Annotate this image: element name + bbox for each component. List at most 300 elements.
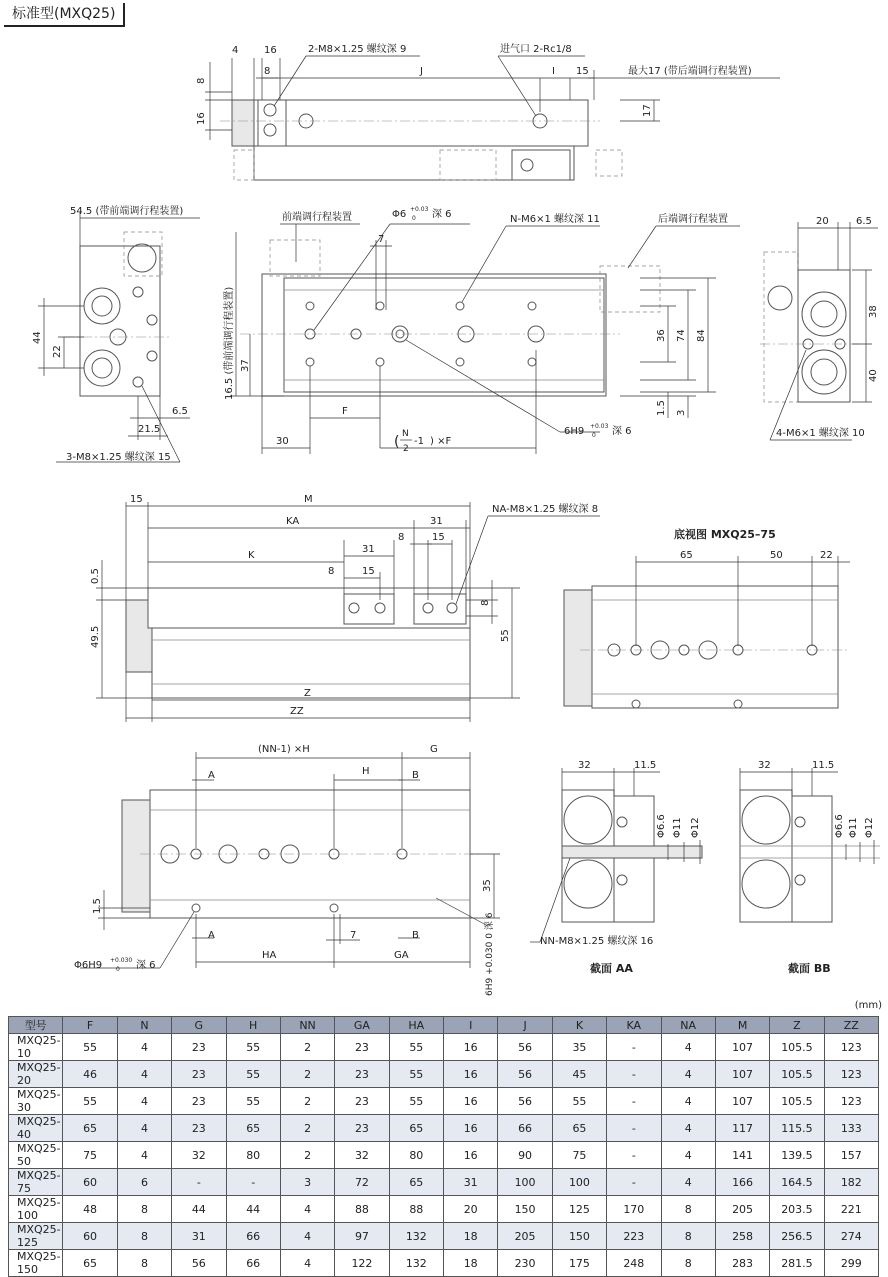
table-cell: 55 — [226, 1088, 280, 1115]
stopper-outline-right — [596, 150, 622, 176]
dim-text: 8 — [328, 566, 335, 577]
phi-text: Φ6 — [392, 209, 407, 220]
front-stopper-outline — [270, 240, 320, 276]
table-cell: 23 — [335, 1034, 389, 1061]
table-cell: 31 — [172, 1223, 226, 1250]
table-cell: 55 — [389, 1034, 443, 1061]
dim-text: 6.5 — [172, 406, 188, 417]
table-cell: 16 — [444, 1034, 498, 1061]
table-cell: 16 — [444, 1088, 498, 1115]
leader-line — [274, 56, 306, 106]
table-cell: 123 — [824, 1034, 878, 1061]
dim-text: 16 — [196, 112, 207, 125]
table-cell: 125 — [552, 1196, 606, 1223]
table-cell: 80 — [226, 1142, 280, 1169]
table-cell: 55 — [63, 1088, 117, 1115]
table-cell: 23 — [172, 1034, 226, 1061]
table-cell: 44 — [172, 1196, 226, 1223]
section-label: A — [208, 930, 215, 941]
table-cell: 23 — [172, 1088, 226, 1115]
table-cell: 20 — [444, 1196, 498, 1223]
table-cell: 65 — [389, 1115, 443, 1142]
tol-text: +0.03 — [590, 423, 609, 430]
table-cell: 8 — [117, 1223, 171, 1250]
table-cell: 66 — [226, 1250, 280, 1277]
table-cell: 65 — [389, 1169, 443, 1196]
table-cell: 139.5 — [770, 1142, 824, 1169]
table-header-cell: Z — [770, 1017, 824, 1034]
table-cell: MXQ25- 30 — [9, 1088, 63, 1115]
dim-text: M — [304, 494, 313, 505]
table-cell: MXQ25-125 — [9, 1223, 63, 1250]
table-cell: 55 — [226, 1061, 280, 1088]
note-text: 进气口 2-Rc1/8 — [500, 44, 572, 55]
front-view — [32, 204, 200, 463]
table-cell: 122 — [335, 1250, 389, 1277]
table-cell: 170 — [607, 1196, 661, 1223]
table-header-cell: F — [63, 1017, 117, 1034]
table-cell: 132 — [389, 1223, 443, 1250]
hole-block — [344, 594, 394, 624]
table-cell: 4 — [117, 1088, 171, 1115]
table-header-cell: GA — [335, 1017, 389, 1034]
unit-label: (mm) — [854, 1000, 882, 1011]
table-cell: 80 — [389, 1142, 443, 1169]
table-cell: - — [607, 1142, 661, 1169]
table-cell: 45 — [552, 1061, 606, 1088]
table-cell: 60 — [63, 1169, 117, 1196]
formula-2: 2 — [403, 444, 409, 454]
table-header-cell: M — [715, 1017, 769, 1034]
section-bb-table — [792, 796, 832, 922]
bottom-view-body — [592, 586, 838, 708]
dim-text: (NN-1) ×H — [258, 744, 310, 755]
table-cell: 221 — [824, 1196, 878, 1223]
formula-paren: ( — [394, 434, 400, 450]
table-cell: 88 — [335, 1196, 389, 1223]
table-cell: - — [607, 1169, 661, 1196]
lower-view — [74, 744, 500, 996]
table-cell: 8 — [117, 1250, 171, 1277]
table-cell: 166 — [715, 1169, 769, 1196]
table-cell: 100 — [552, 1169, 606, 1196]
dim-text: 31 — [430, 516, 443, 527]
hole-text: 6H9 — [564, 426, 585, 437]
table-cell: 4 — [661, 1061, 715, 1088]
table-cell: 55 — [389, 1061, 443, 1088]
label-text: 后端调行程装置 — [658, 214, 728, 225]
table-cell: 107 — [715, 1034, 769, 1061]
table-cell: 60 — [63, 1223, 117, 1250]
table-cell: 4 — [117, 1034, 171, 1061]
table-row — [9, 1115, 879, 1142]
bottom-end-plate — [564, 590, 592, 706]
table-cell: 66 — [226, 1223, 280, 1250]
table-cell: 23 — [172, 1115, 226, 1142]
dim-text: 40 — [868, 369, 879, 382]
dim-text: 8 — [398, 532, 405, 543]
dim-text: 65 — [680, 550, 693, 561]
table-cell: 4 — [280, 1196, 334, 1223]
table-cell: 205 — [498, 1223, 552, 1250]
table-cell: MXQ25- 75 — [9, 1169, 63, 1196]
table-row — [9, 1223, 879, 1250]
dim-text: 74 — [676, 329, 687, 342]
table-cell: 55 — [63, 1034, 117, 1061]
table-row — [9, 1250, 879, 1277]
dim-text: Φ12 — [864, 817, 875, 838]
dim-text: 11.5 — [812, 760, 835, 771]
dim-text: Z — [304, 688, 311, 699]
side-outline — [764, 252, 798, 402]
table-row — [9, 1142, 879, 1169]
tol-text: 0 — [116, 966, 120, 973]
dim-text: I — [552, 66, 555, 77]
table-cell: 72 — [335, 1169, 389, 1196]
dim-text: Φ6.6 — [656, 814, 667, 838]
leader-line — [628, 226, 656, 268]
table-cell: 105.5 — [770, 1034, 824, 1061]
dim-text: 8 — [196, 77, 207, 84]
table-cell: 56 — [172, 1250, 226, 1277]
dim-text: 37 — [240, 359, 251, 372]
table-cell: 75 — [63, 1142, 117, 1169]
table-cell: 105.5 — [770, 1088, 824, 1115]
table-cell: 107 — [715, 1061, 769, 1088]
depth-text: 深 6 — [136, 960, 156, 971]
mid-view-table — [284, 278, 604, 392]
stopper-outline-left — [234, 150, 254, 180]
table-cell: 56 — [498, 1034, 552, 1061]
table-cell: 274 — [824, 1223, 878, 1250]
table-cell: 256.5 — [770, 1223, 824, 1250]
bottom-view-title: 底视图 MXQ25–75 — [674, 528, 776, 541]
dim-text: HA — [262, 950, 277, 961]
hole-text: Φ6H9 — [74, 960, 103, 971]
spec-table-header-row — [9, 1017, 879, 1034]
table-cell: 56 — [498, 1061, 552, 1088]
table-cell: 65 — [552, 1115, 606, 1142]
table-row — [9, 1196, 879, 1223]
table-cell: 141 — [715, 1142, 769, 1169]
section-label: B — [412, 930, 419, 941]
table-cell: 150 — [498, 1196, 552, 1223]
dim-text: 44 — [32, 331, 43, 344]
table-cell: 35 — [552, 1034, 606, 1061]
table-cell: 44 — [226, 1196, 280, 1223]
note-text: 3-M8×1.25 螺纹深 15 — [66, 452, 171, 463]
formula-n: N — [402, 429, 409, 439]
leader-line — [160, 912, 194, 968]
table-cell: 230 — [498, 1250, 552, 1277]
table-cell: 283 — [715, 1250, 769, 1277]
table-cell: 55 — [389, 1088, 443, 1115]
table-cell: 55 — [552, 1088, 606, 1115]
dim-text: 20 — [816, 216, 829, 227]
lower-end-plate — [122, 800, 150, 912]
table-header-cell: HA — [389, 1017, 443, 1034]
dim-text: J — [420, 66, 423, 77]
tol-text: +0.03 — [410, 206, 429, 213]
section-aa — [530, 760, 702, 975]
page-title: 标准型(MXQ25) — [4, 3, 125, 27]
dim-text: 50 — [770, 550, 783, 561]
mid-view — [222, 206, 740, 454]
table-cell: 8 — [661, 1250, 715, 1277]
table-row — [9, 1088, 879, 1115]
dim-text: Φ11 — [672, 817, 683, 838]
section-aa-title: 截面 AA — [590, 962, 633, 975]
long-view-body — [152, 628, 470, 698]
table-cell: 281.5 — [770, 1250, 824, 1277]
dim-text: 4 — [232, 45, 239, 56]
table-cell: 205 — [715, 1196, 769, 1223]
table-cell: 4 — [661, 1169, 715, 1196]
table-cell: 65 — [63, 1250, 117, 1277]
table-cell: 4 — [661, 1034, 715, 1061]
dim-text: 1.5 — [656, 400, 667, 416]
table-cell: 6 — [117, 1169, 171, 1196]
table-cell: 65 — [226, 1115, 280, 1142]
table-row — [9, 1061, 879, 1088]
table-cell: - — [172, 1169, 226, 1196]
table-cell: 31 — [444, 1169, 498, 1196]
note-text: NA-M8×1.25 螺纹深 8 — [492, 504, 599, 515]
dim-text: 7 — [378, 234, 385, 245]
dim-text: 15 — [432, 532, 445, 543]
dim-text: 31 — [362, 544, 375, 555]
section-bb-body — [740, 790, 792, 922]
dim-text: 3 — [676, 409, 687, 416]
table-cell: 164.5 — [770, 1169, 824, 1196]
dim-text: 32 — [578, 760, 591, 771]
table-cell: 4 — [117, 1142, 171, 1169]
table-cell: 123 — [824, 1061, 878, 1088]
table-cell: 65 — [63, 1115, 117, 1142]
dim-text: H — [362, 766, 370, 777]
table-cell: 16 — [444, 1115, 498, 1142]
tol-text: 0 — [412, 215, 416, 222]
table-cell: 123 — [824, 1088, 878, 1115]
formula-close: ) ×F — [430, 436, 452, 447]
dim-text: 54.5 (带前端调行程装置) — [70, 206, 184, 217]
table-cell: 299 — [824, 1250, 878, 1277]
dim-text: 16 — [264, 45, 277, 56]
table-cell: MXQ25-150 — [9, 1250, 63, 1277]
top-view-end-plate — [232, 100, 254, 146]
note-text: 4-M6×1 螺纹深 10 — [776, 428, 865, 439]
table-cell: MXQ25- 50 — [9, 1142, 63, 1169]
dim-text: 36 — [656, 329, 667, 342]
table-cell: 100 — [498, 1169, 552, 1196]
table-cell: 248 — [607, 1250, 661, 1277]
spec-table — [8, 1016, 879, 1277]
table-header-cell: NN — [280, 1017, 334, 1034]
table-cell: 16 — [444, 1061, 498, 1088]
table-cell: 16 — [444, 1142, 498, 1169]
dim-text: F — [342, 406, 348, 417]
dim-text: 84 — [696, 329, 707, 342]
dim-text: 8 — [264, 66, 271, 77]
table-cell: 4 — [117, 1061, 171, 1088]
table-cell: 18 — [444, 1250, 498, 1277]
dim-text: 49.5 — [90, 625, 101, 648]
depth-text: 深 6 — [432, 209, 452, 220]
table-cell: 175 — [552, 1250, 606, 1277]
dim-text: 6.5 — [856, 216, 872, 227]
dim-text: 30 — [276, 436, 289, 447]
table-cell: 18 — [444, 1223, 498, 1250]
section-aa-bolt — [562, 846, 702, 858]
table-cell: 88 — [389, 1196, 443, 1223]
table-cell: 4 — [661, 1142, 715, 1169]
table-row — [9, 1169, 879, 1196]
table-cell: 90 — [498, 1142, 552, 1169]
table-cell: 105.5 — [770, 1061, 824, 1088]
table-header-cell: J — [498, 1017, 552, 1034]
dim-text: 11.5 — [634, 760, 657, 771]
depth-text: 深 6 — [612, 426, 632, 437]
dim-text: 22 — [820, 550, 833, 561]
dim-text: K — [248, 550, 255, 561]
dim-text: 7 — [350, 930, 357, 941]
dim-text: Φ12 — [690, 817, 701, 838]
top-view-table — [254, 100, 588, 146]
side-view — [760, 216, 879, 440]
table-cell: MXQ25- 20 — [9, 1061, 63, 1088]
dim-text: 15 — [576, 66, 589, 77]
table-cell: MXQ25- 40 — [9, 1115, 63, 1142]
dim-text: 15 — [362, 566, 375, 577]
table-cell: 66 — [498, 1115, 552, 1142]
table-cell: 8 — [117, 1196, 171, 1223]
table-header-cell: NA — [661, 1017, 715, 1034]
table-cell: 4 — [661, 1115, 715, 1142]
table-header-cell: 型号 — [9, 1017, 63, 1034]
table-cell: 75 — [552, 1142, 606, 1169]
side-circle — [768, 286, 792, 310]
top-view-left-block — [258, 100, 286, 146]
rear-stopper-outline — [600, 266, 660, 312]
bottom-view — [564, 527, 850, 708]
table-header-cell: G — [172, 1017, 226, 1034]
table-cell: 3 — [280, 1169, 334, 1196]
table-cell: 2 — [280, 1115, 334, 1142]
table-cell: 23 — [335, 1088, 389, 1115]
table-cell: 150 — [552, 1223, 606, 1250]
dim-text: 55 — [500, 629, 511, 642]
note-text: NN-M8×1.25 螺纹深 16 — [540, 936, 654, 947]
dim-text: KA — [286, 516, 300, 527]
hole-text: 6H9 +0.030 0 深 6 — [485, 912, 495, 996]
tol-text: +0.030 — [110, 957, 133, 964]
table-cell: 223 — [607, 1223, 661, 1250]
dim-text: 16.5 (带前端调行程装置) — [224, 286, 235, 400]
table-cell: 2 — [280, 1061, 334, 1088]
table-cell: 97 — [335, 1223, 389, 1250]
spec-table-body — [9, 1034, 879, 1277]
table-cell: 23 — [172, 1061, 226, 1088]
dim-text: ZZ — [290, 706, 304, 717]
table-cell: - — [226, 1169, 280, 1196]
table-cell: 32 — [172, 1142, 226, 1169]
section-label: A — [208, 770, 215, 781]
dim-text: 8 — [480, 599, 491, 606]
tol-text: 0 — [592, 432, 596, 439]
leader-line — [456, 516, 488, 604]
label-text: 前端调行程装置 — [282, 212, 352, 223]
dim-text: 21.5 — [138, 424, 161, 435]
table-header-cell: KA — [607, 1017, 661, 1034]
table-cell: 4 — [117, 1115, 171, 1142]
dim-text: 0.5 — [90, 568, 101, 584]
table-cell: 32 — [335, 1142, 389, 1169]
section-label: B — [412, 770, 419, 781]
table-cell: MXQ25-100 — [9, 1196, 63, 1223]
table-header-cell: ZZ — [824, 1017, 878, 1034]
table-cell: 2 — [280, 1142, 334, 1169]
dim-text: G — [430, 744, 438, 755]
table-cell: 4 — [280, 1250, 334, 1277]
dim-text: Φ11 — [848, 817, 859, 838]
table-cell: 258 — [715, 1223, 769, 1250]
dim-text: 15 — [130, 494, 143, 505]
table-cell: 56 — [498, 1088, 552, 1115]
dim-text: 32 — [758, 760, 771, 771]
table-cell: 117 — [715, 1115, 769, 1142]
table-cell: 23 — [335, 1061, 389, 1088]
dim-text: Φ6.6 — [834, 814, 845, 838]
table-cell: 2 — [280, 1034, 334, 1061]
dim-text: 22 — [52, 345, 63, 358]
table-cell: - — [607, 1088, 661, 1115]
table-cell: 132 — [389, 1250, 443, 1277]
formula-rest: -1 — [414, 436, 424, 447]
table-header-cell: I — [444, 1017, 498, 1034]
table-cell: 8 — [661, 1223, 715, 1250]
table-cell: 133 — [824, 1115, 878, 1142]
table-cell: 55 — [226, 1034, 280, 1061]
table-row — [9, 1034, 879, 1061]
table-cell: 48 — [63, 1196, 117, 1223]
table-cell: - — [607, 1034, 661, 1061]
table-cell: 4 — [280, 1223, 334, 1250]
label-text: N-M6×1 螺纹深 11 — [510, 214, 600, 225]
table-cell: 2 — [280, 1088, 334, 1115]
section-aa-table — [614, 796, 654, 922]
table-cell: MXQ25- 10 — [9, 1034, 63, 1061]
note-text: 最大17 (带后端调行程装置) — [628, 66, 752, 77]
dim-text: 38 — [868, 305, 879, 318]
top-view — [196, 42, 780, 180]
table-cell: 115.5 — [770, 1115, 824, 1142]
dim-text: 17 — [642, 104, 653, 117]
table-cell: - — [607, 1061, 661, 1088]
table-cell: 107 — [715, 1088, 769, 1115]
dim-text: 35 — [482, 879, 493, 892]
table-header-cell: H — [226, 1017, 280, 1034]
dim-text: GA — [394, 950, 409, 961]
table-cell: 157 — [824, 1142, 878, 1169]
section-bb — [740, 760, 880, 975]
table-cell: 4 — [661, 1088, 715, 1115]
long-view — [90, 494, 600, 722]
table-cell: 182 — [824, 1169, 878, 1196]
section-bb-title: 截面 BB — [788, 962, 831, 975]
note-text: 2-M8×1.25 螺纹深 9 — [308, 44, 407, 55]
table-cell: 23 — [335, 1115, 389, 1142]
table-cell: - — [607, 1115, 661, 1142]
